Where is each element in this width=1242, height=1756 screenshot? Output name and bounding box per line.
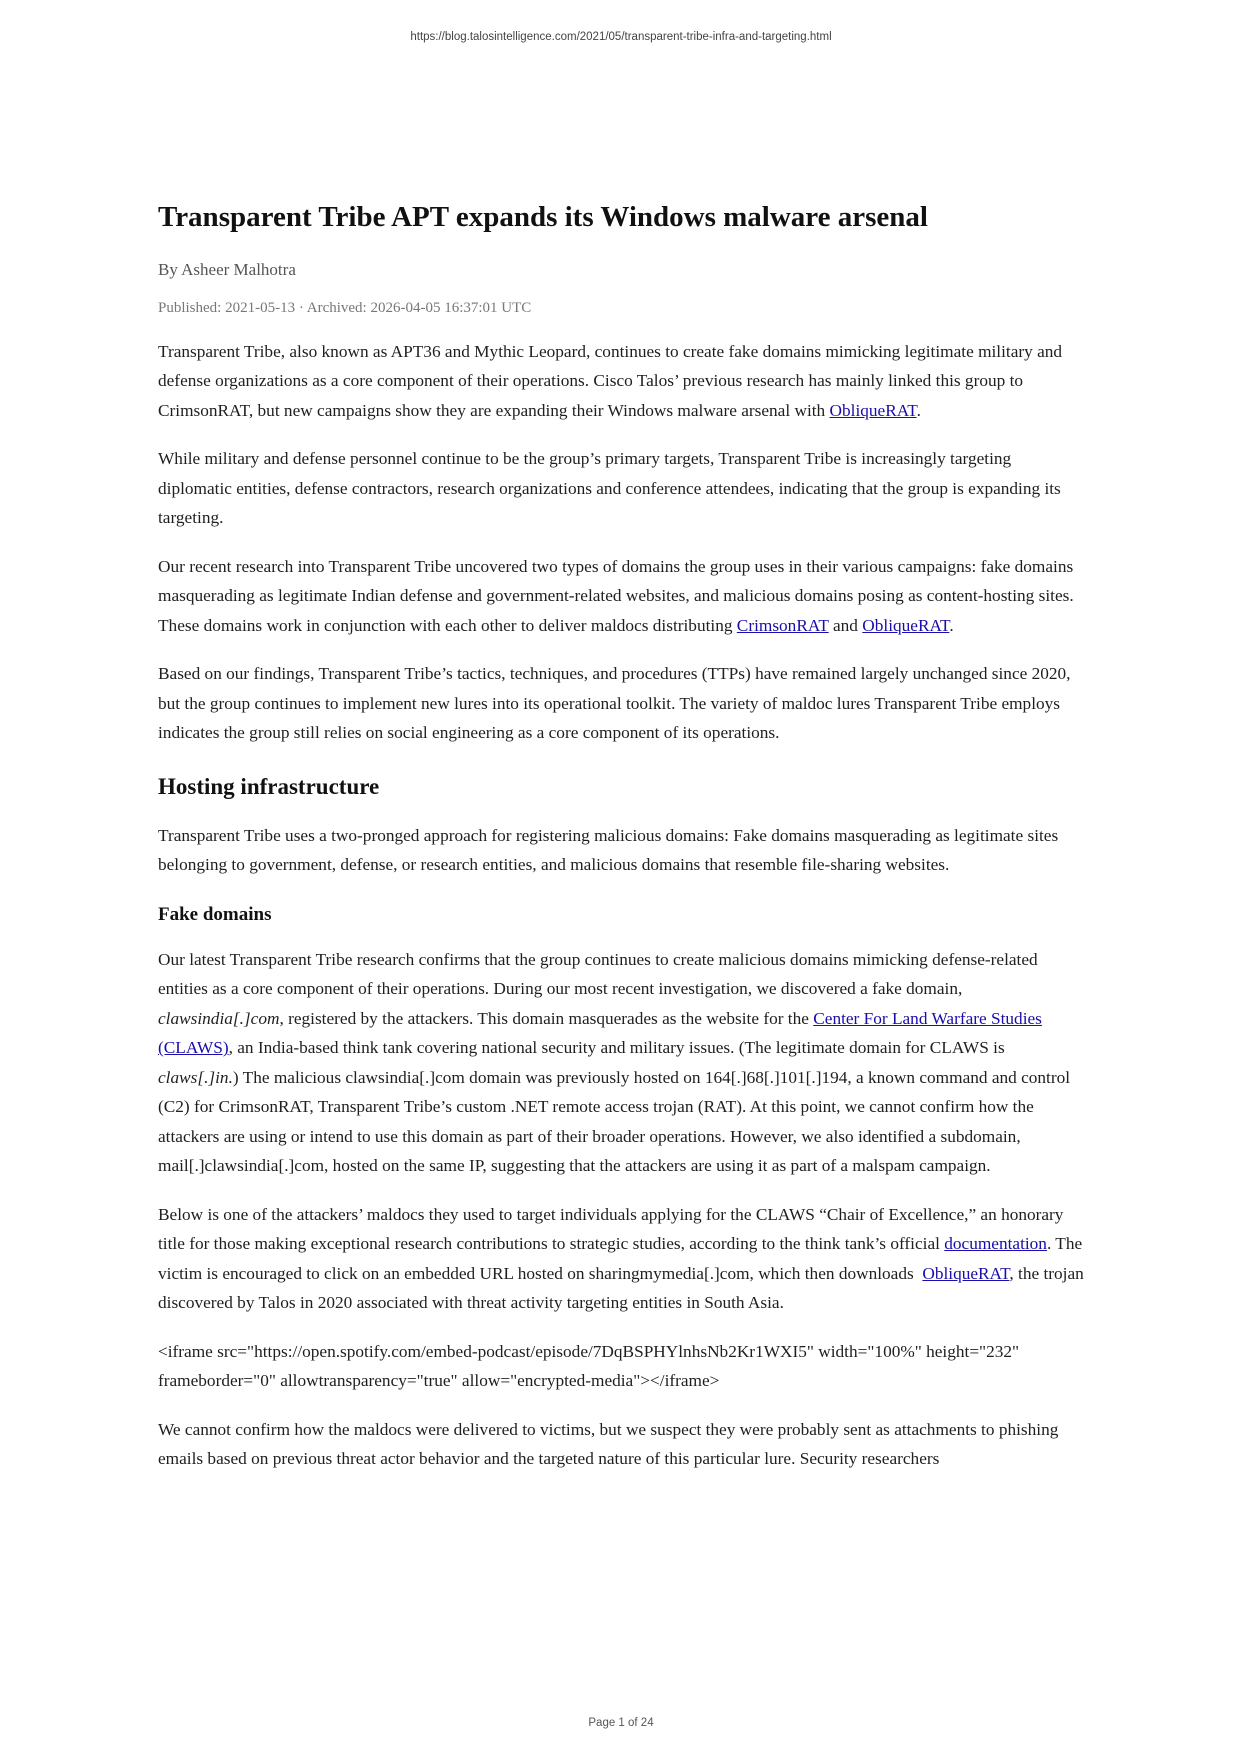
- domain-italic: claws[.]in.: [158, 1067, 233, 1087]
- text: .: [949, 615, 954, 635]
- paragraph-hosting: Transparent Tribe uses a two-pronged approach for registering malicious domains: Fake domains masquerading as legitimate sites belonging to government, defense, or research entities, and malicious domains that resemble file-sharing websites.: [158, 825, 1059, 875]
- domain-italic: clawsindia[.]com: [158, 1008, 280, 1028]
- article-title: Transparent Tribe APT expands its Windows malware arsenal: [158, 201, 928, 233]
- text: . The victim is encouraged to click on an embedded URL hosted on sharingmymedia[.]com, which then downloads: [158, 1234, 1087, 1283]
- text: Our recent research into Transparent Tribe uncovered two types of domains the group uses in their various campaigns: fake domains masquerading as legitimate Indian defense and government-related websites, and malicious domains posing as content-hosting sites. These domains work in conjunction with each other to deliver maldocs distributing: [158, 556, 1074, 635]
- text: Our latest Transparent Tribe research confirms that the group continues to create malicious domains mimicking defense-related entities as a core component of their operations. During our most recent investigation, we discovered a fake domain,: [158, 949, 1038, 999]
- obliquerat-link[interactable]: ObliqueRAT: [862, 615, 950, 635]
- text: , registered by the attackers. This domain masquerades as the website for the: [279, 1008, 814, 1028]
- paragraph-intro: [158, 337, 1088, 426]
- text: , the trojan discovered by Talos in 2020 associated with threat activity targeting entities in South Asia.: [158, 1263, 1084, 1313]
- article: [158, 200, 1088, 1493]
- paragraph-ttps: Based on our findings, Transparent Tribe’s tactics, techniques, and procedures (TTPs) have remained largely unchanged since 2020, but the group continues to implement new lures into its operational toolkit. The variety of maldoc lures Transparent Tribe employs indicates the group still relies on social engineering as a core component of its operations.: [158, 664, 1071, 743]
- paragraph-research: [158, 552, 1088, 641]
- page-number: Page 1 of 24: [588, 1717, 654, 1729]
- text: Below is one of the attackers’ maldocs they used to target individuals applying for the CLAWS “Chair of Excellence,” an honorary title for those making exceptional research contributions to strategic studies, according to the think tank’s official: [158, 1204, 1064, 1254]
- text: and: [828, 615, 863, 635]
- paragraph-fake-domains: [158, 945, 1088, 1181]
- text: , an India-based think tank covering national security and military issues. (The legitimate domain for CLAWS is: [228, 1038, 1005, 1058]
- text: Transparent Tribe, also known as APT36 and Mythic Leopard, continues to create fake domains mimicking legitimate military and defense organizations as a core component of their operations. Cisco Talos’ previous research has mainly linked this group to CrimsonRAT, but new campaigns show they are expanding their Windows malware arsenal with: [158, 341, 1063, 420]
- paragraph-maldoc: [158, 1200, 1088, 1318]
- paragraph-iframe-code: <iframe src="https://open.spotify.com/embed-podcast/episode/7DqBSPHYlnhsNb2Kr1WXI5" width="100%" height="232" frameborder="0" allowtransparency="true" allow="encrypted-media"></iframe>: [158, 1341, 1020, 1391]
- claws-link[interactable]: Center For Land Warfare Studies (CLAWS): [158, 1008, 1042, 1058]
- obliquerat-link[interactable]: ObliqueRAT: [829, 400, 917, 420]
- text: .: [916, 400, 921, 420]
- article-meta: Published: 2021-05-13 · Archived: 2026-04-05 16:37:01 UTC: [158, 299, 532, 316]
- obliquerat-link[interactable]: ObliqueRAT: [922, 1263, 1010, 1283]
- subsection-heading-fake-domains: Fake domains: [158, 903, 272, 925]
- text: ) The malicious clawsindia[.]com domain was previously hosted on 164[.]68[.]101[.]194, a known command and control (C2) for CrimsonRAT, Transparent Tribe’s custom .NET remote access trojan (RAT). At this point, we cannot confirm how the attackers are using or intend to use this domain as part of their broader operations. However, we also identified a subdomain, mail[.]clawsindia[.]com, hosted on the same IP, suggesting that the attackers are using it as part of a malspam campaign.: [158, 1067, 1071, 1176]
- section-heading-hosting: Hosting infrastructure: [158, 773, 380, 799]
- paragraph-delivery: We cannot confirm how the maldocs were delivered to victims, but we suspect they were probably sent as attachments to phishing emails based on previous threat actor behavior and the targeted nature of this particular lure. Security researchers: [158, 1419, 1059, 1469]
- crimsonrat-link[interactable]: CrimsonRAT: [736, 615, 829, 635]
- page-url-header: https://blog.talosintelligence.com/2021/05/transparent-tribe-infra-and-targeting.html: [410, 31, 832, 43]
- paragraph-targets: While military and defense personnel continue to be the group’s primary targets, Transparent Tribe is increasingly targeting diplomatic entities, defense contractors, research organizations and conference attendees, indicating that the group is expanding its targeting.: [158, 449, 1061, 528]
- documentation-link[interactable]: documentation: [944, 1234, 1047, 1254]
- article-byline: By Asheer Malhotra: [158, 259, 296, 279]
